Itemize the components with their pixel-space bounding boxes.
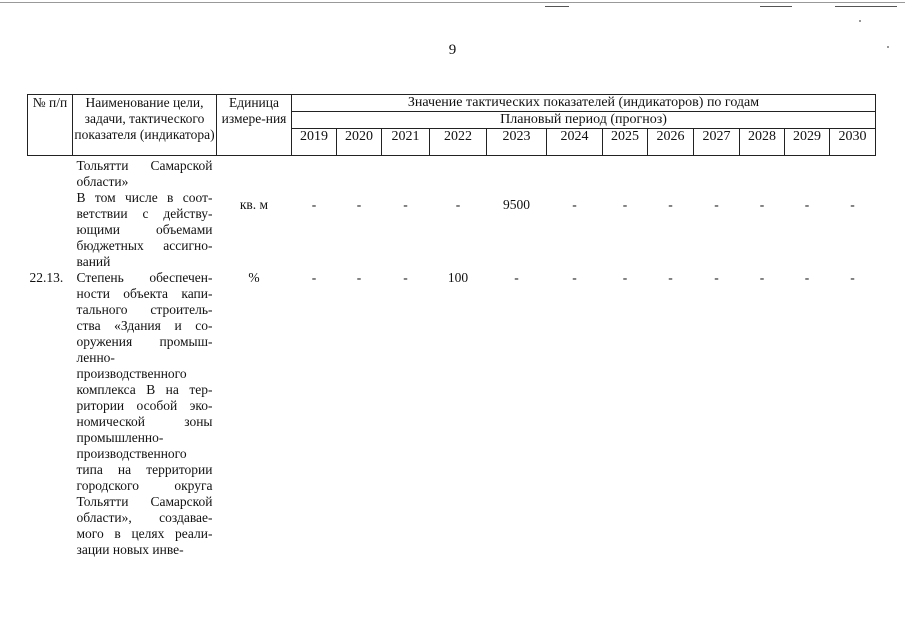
row-name: Тольятти Самарской области» [76,158,213,189]
row-value: - [759,197,765,212]
row-value: - [356,197,362,212]
row-value [430,156,487,191]
row-num [28,190,73,270]
header-year: 2027 [694,129,740,156]
row-value: - [668,270,673,285]
header-year: 2026 [648,129,694,156]
header-year: 2028 [740,129,785,156]
header-unit: Единица измере-ния [217,95,292,156]
row-value: - [622,270,628,285]
header-year: 2022 [430,129,487,156]
row-value: - [622,197,628,212]
row-value: - [804,270,810,285]
header-num: № п/п [28,95,73,156]
row-value: - [850,270,855,285]
row-value: - [403,197,408,212]
header-year: 2023 [487,129,547,156]
row-value: - [759,270,765,285]
row-value: - [514,270,519,285]
row-value: - [668,197,673,212]
row-unit: кв. м [239,197,269,212]
scan-artifact-line [835,6,897,7]
row-value: - [850,197,855,212]
row-value [740,156,785,191]
row-value [382,156,430,191]
row-value [785,156,830,191]
header-values-group: Значение тактических показателей (индикаторов) по годам [292,95,876,112]
row-value [694,156,740,191]
row-value: - [356,270,362,285]
indicators-table [27,94,876,558]
header-year: 2025 [603,129,648,156]
header-year: 2021 [382,129,430,156]
header-year: 2024 [547,129,603,156]
scan-artifact-line [760,6,792,7]
row-value [487,156,547,191]
row-value: - [311,270,317,285]
row-value: - [455,197,461,212]
row-unit [217,156,292,191]
table-row [28,156,876,191]
header-year: 2020 [337,129,382,156]
row-value [648,156,694,191]
header-year: 2030 [830,129,876,156]
row-num: 22.13. [29,270,64,285]
header-year: 2019 [292,129,337,156]
row-value: 9500 [503,197,530,212]
header-name: Наименование цели, задачи, тактического показателя (индикатора) [73,95,217,156]
row-value [292,156,337,191]
row-value: - [714,270,719,285]
row-num [28,156,73,191]
row-value [830,156,876,191]
header-year: 2029 [785,129,830,156]
row-value [603,156,648,191]
row-value: - [572,270,577,285]
table-row [28,270,876,558]
scan-artifact-line [0,2,905,3]
row-value: 100 [447,270,469,285]
table-row [28,190,876,270]
row-value: - [403,270,408,285]
row-value: - [572,197,577,212]
scan-artifact-line [545,6,569,7]
row-value: - [714,197,719,212]
row-unit: % [248,270,260,285]
row-value: - [311,197,317,212]
scan-artifact-dot [859,20,861,22]
row-value [547,156,603,191]
row-name: В том числе в соот-ветствии с действу-ющими объемами бюджетных ассигно-ваний [76,190,213,269]
row-name: Степень обеспечен-ности объекта капи-тального строитель-ства «Здания и со-оружения промыш-ленно-производственного комплекса В на тер-ритории особой эко-номической зоны промышленно-производственного типа на территории городского округа Тольятти Самарской области», создавае-мого в целях реали-зации новых инве- [76,270,213,557]
row-value: - [804,197,810,212]
page-number: 9 [448,42,457,58]
header-planned-period: Плановый период (прогноз) [292,112,876,129]
row-value [337,156,382,191]
